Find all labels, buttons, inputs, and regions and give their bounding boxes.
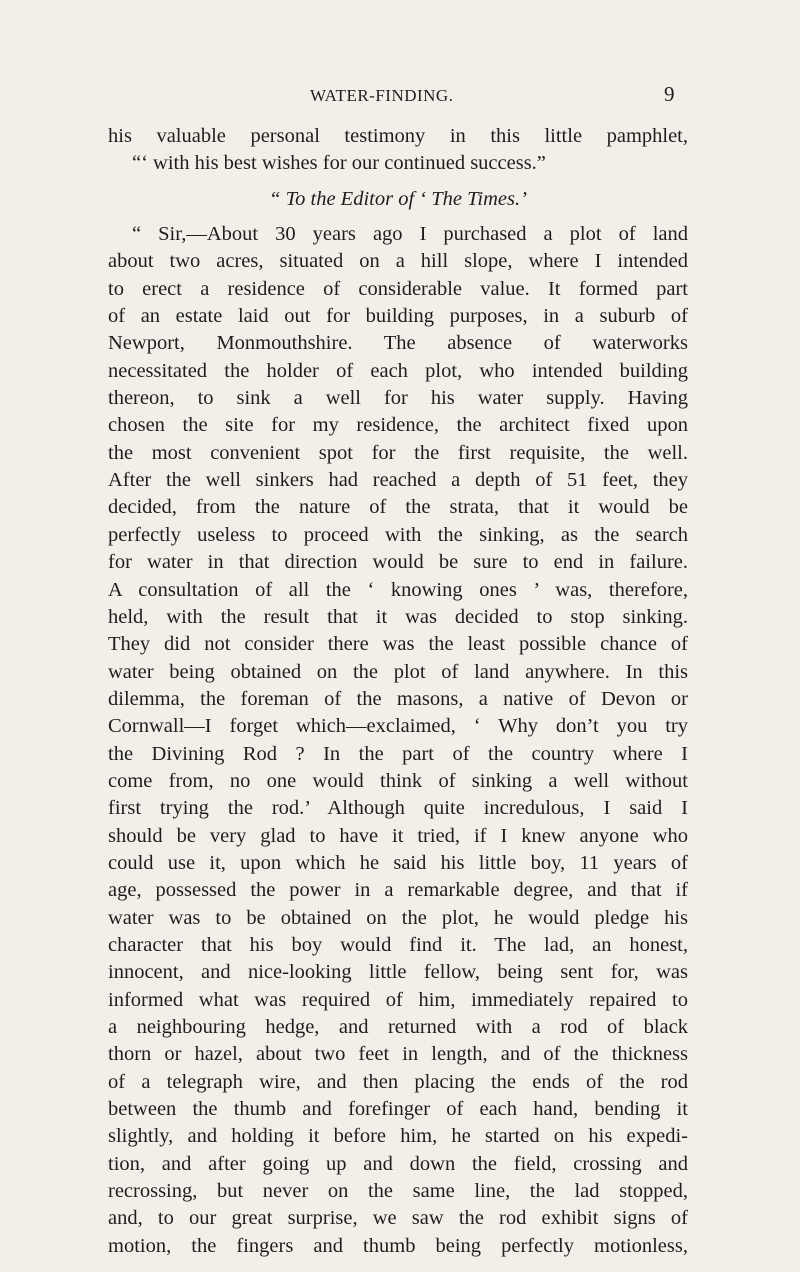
text-line: held, with the result that it was decided to stop sinking. (108, 605, 688, 628)
text-line: of a telegraph wire, and then placing the ends of the rod (108, 1070, 688, 1093)
text-line: should be very glad to have it tried, if I knew anyone who (108, 824, 688, 847)
text-line: to erect a residence of considerable value. It formed part (108, 277, 688, 300)
text-line: could use it, upon which he said his little boy, 11 years of (108, 851, 688, 874)
text-line: thorn or hazel, about two feet in length, and of the thickness (108, 1043, 688, 1066)
text-line: the most convenient spot for the first requisite, the well. (108, 441, 688, 464)
text-line: tion, and after going up and down the field, crossing and (108, 1152, 688, 1175)
text-line: slightly, and holding it before him, he started on his expedi- (108, 1125, 688, 1148)
text-line: age, possessed the power in a remarkable degree, and that if (108, 879, 688, 902)
text-line: of an estate laid out for building purposes, in a suburb of (108, 305, 688, 328)
text-line: recrossing, but never on the same line, the lad stopped, (108, 1180, 688, 1203)
text-line: Newport, Monmouthshire. The absence of waterworks (108, 332, 688, 355)
text-line: motion, the fingers and thumb being perfectly motionless, (108, 1234, 688, 1257)
text-line: between the thumb and forefinger of each hand, bending it (108, 1098, 688, 1121)
text-line: dilemma, the foreman of the masons, a native of Devon or (108, 687, 688, 710)
text-line: water was to be obtained on the plot, he would pledge his (108, 906, 688, 929)
text-line: thereon, to sink a well for his water supply. Having (108, 387, 688, 410)
text-line: chosen the site for my residence, the architect fixed upon (108, 414, 688, 437)
letter-heading-text: “ To the Editor of ‘ The Times.’ (269, 187, 527, 210)
text-line: innocent, and nice-looking little fellow, being sent for, was (108, 961, 688, 984)
text-line: perfectly useless to proceed with the sinking, as the search (108, 523, 688, 546)
text-line: first trying the rod.’ Although quite incredulous, I said I (108, 797, 688, 820)
text-line: water being obtained on the plot of land anywhere. In this (108, 660, 688, 683)
text-line: about two acres, situated on a hill slope, where I intended (108, 250, 688, 273)
text-line: After the well sinkers had reached a depth of 51 feet, they (108, 469, 688, 492)
text-line: and, to our great surprise, we saw the rod exhibit signs of (108, 1207, 688, 1230)
text-line: A consultation of all the ‘ knowing ones ’ was, therefore, (108, 578, 688, 601)
text-line: “‘ with his best wishes for our continued success.” (132, 152, 546, 175)
body-text (108, 123, 688, 1260)
letter-salutation-heading (108, 186, 688, 213)
text-line: a neighbouring hedge, and returned with a rod of black (108, 1016, 688, 1038)
text-line: for water in that direction would be sure to end in failure. (108, 551, 688, 574)
text-line: necessitated the holder of each plot, who intended building (108, 359, 688, 382)
running-head-title: WATER-FINDING. (310, 86, 454, 105)
text-line: come from, no one would think of sinking a well without (108, 769, 688, 792)
text-line: “ Sir,—About 30 years ago I purchased a plot of land (132, 223, 688, 246)
text-line: They did not consider there was the least possible chance of (108, 633, 688, 656)
text-line: character that his boy would find it. The lad, an honest, (108, 933, 688, 956)
text-line: Cornwall—I forget which—exclaimed, ‘ Why don’t you try (108, 715, 688, 738)
text-line: the Divining Rod ? In the part of the country where I (108, 742, 688, 765)
page-number: 9 (664, 82, 675, 106)
text-line: informed what was required of him, immediately repaired to (108, 988, 688, 1011)
text-line: decided, from the nature of the strata, that it would be (108, 496, 688, 519)
text-line: his valuable personal testimony in this little pamphlet, (108, 125, 688, 147)
running-head (0, 82, 800, 116)
